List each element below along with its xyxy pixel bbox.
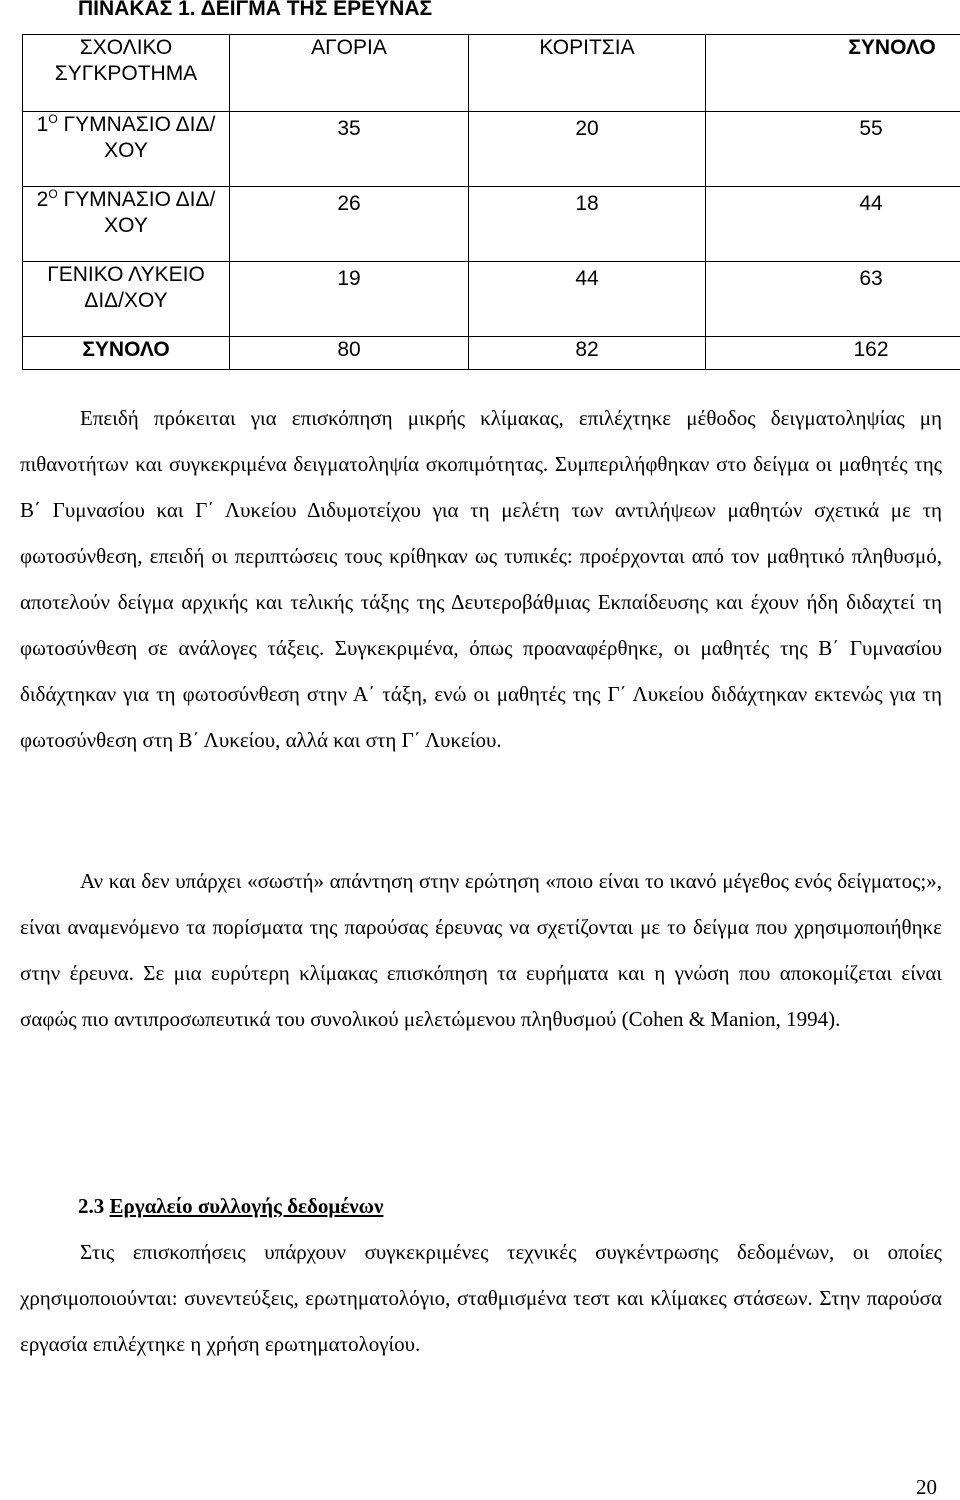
boys-cell: 35: [230, 112, 469, 187]
section-heading: [78, 1183, 383, 1229]
header-girls: ΚΟΡΙΤΣΙΑ: [469, 35, 706, 112]
sample-table: [22, 34, 960, 370]
school-ordinal: $1^O$ ΓΥΜΝΑΣΙΟ ΔΙΔ/ΧΟΥ: [36, 112, 216, 162]
body-paragraph-sampling: Επειδή πρόκειται για επισκόπηση μικρής κλίμακας, επιλέχτηκε μέθοδος δειγματοληψίας μη πιθανοτήτων και συγκεκριμένα δειγματοληψία σκοπιμότητας. Συμπεριλήφθηκαν στο δείγμα οι μαθητές της Β΄ Γυμνασίου και Γ΄ Λυκείου Διδυμοτείχου για τη μελέτη των αντιλήψεων μαθητών σχετικά με τη φωτοσύνθεση, επειδή οι περιπτώσεις τους κρίθηκαν ως τυπικές: προέρχονται από τον μαθητικό πληθυσμό, αποτελούν δείγμα αρχικής και τελικής τάξης της Δευτεροβάθμιας Εκπαίδευσης και έχουν ήδη διδαχτεί τη φωτοσύνθεση σε ανάλογες τάξεις. Συγκεκριμένα, όπως προαναφέρθηκε, οι μαθητές της Β΄ Γυμνασίου διδάχτηκαν για τη φωτοσύνθεση στην Α΄ τάξη, ενώ οι μαθητές της Γ΄ Λυκείου διδάχτηκαν εκτενώς για τη φωτοσύνθεση στη Β΄ Λυκείου, αλλά και στη Γ΄ Λυκείου.: [20, 406, 942, 752]
ordinal-superscript: Ο: [48, 112, 58, 126]
total-girls: 82: [469, 337, 706, 370]
school-cell: [23, 187, 230, 262]
school-ordinal: $2^O$ ΓΥΜΝΑΣΙΟ ΔΙΔ/ΧΟΥ: [36, 187, 216, 237]
girls-cell: 20: [469, 112, 706, 187]
page-number: 20: [916, 1475, 937, 1499]
section-title: Εργαλείο συλλογής δεδομένων: [109, 1194, 384, 1218]
total-all: 162: [706, 337, 960, 370]
boys-cell: 19: [230, 262, 469, 337]
school-cell: [23, 112, 230, 187]
girls-cell: 18: [469, 187, 706, 262]
table-total-row: [23, 337, 960, 370]
header-school: ΣΧΟΛΙΚΟ ΣΥΓΚΡΟΤΗΜΑ: [23, 35, 230, 112]
school-cell: ΓΕΝΙΚΟ ΛΥΚΕΙΟ ΔΙΔ/ΧΟΥ: [23, 262, 230, 337]
header-boys: ΑΓΟΡΙΑ: [230, 35, 469, 112]
boys-cell: 26: [230, 187, 469, 262]
girls-cell: 44: [469, 262, 706, 337]
total-label: ΣΥΝΟΛΟ: [23, 337, 230, 370]
body-paragraph-sample-size: Αν και δεν υπάρχει «σωστή» απάντηση στην ερώτηση «ποιο είναι το ικανό μέγεθος ενός δείγματος;», είναι αναμενόμενο τα πορίσματα της παρούσας έρευνας να σχετίζονται με το δείγμα που χρησιμοποιήθηκε στην έρευνα. Σε μια ευρύτερη κλίμακας επισκόπηση τα ευρήματα και η γνώση που αποκομίζεται είναι σαφώς πιο αντιπροσωπευτικά του συνολικού μελετώμενου πληθυσμού (Cohen & Manion, 1994).: [20, 869, 942, 1031]
total-boys: 80: [230, 337, 469, 370]
table-row: [23, 187, 960, 262]
ordinal-superscript: Ο: [48, 187, 58, 201]
table-row: [23, 262, 960, 337]
section-number: 2.3: [78, 1194, 105, 1218]
table-row: [23, 112, 960, 187]
header-total: ΣΥΝΟΛΟ: [706, 35, 960, 112]
body-paragraph-instrument: Στις επισκοπήσεις υπάρχουν συγκεκριμένες τεχνικές συγκέντρωσης δεδομένων, οι οποίες χρησιμοποιούνται: συνεντεύξεις, ερωτηματολόγιο, σταθμισμένα τεστ και κλίμακες στάσεων. Στην παρούσα εργασία επιλέχτηκε η χρήση ερωτηματολογίου.: [20, 1240, 942, 1356]
table-header-row: [23, 35, 960, 112]
total-cell: 55: [706, 112, 960, 187]
total-cell: 44: [706, 187, 960, 262]
table-caption: ΠΙΝΑΚΑΣ 1. ΔΕΙΓΜΑ ΤΗΣ ΕΡΕΥΝΑΣ: [78, 0, 433, 20]
total-cell: 63: [706, 262, 960, 337]
